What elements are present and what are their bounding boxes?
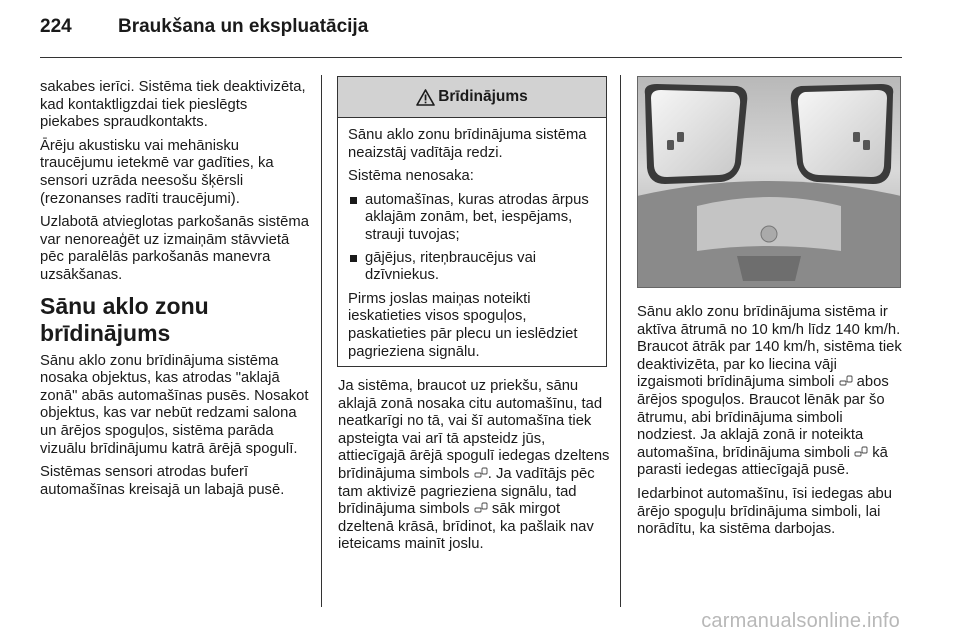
text-fragment: . Ja vadītājs pēc tam aktivizē pagrieziena signālu, tad brīdinājuma simbols [338,465,595,518]
paragraph: Ārēju akustisku vai mehānisku traucējumu ietekmē var gadīties, ka sensori uzrāda neesošu šķērsli (rezonanses radīti traucējumi). [40,137,274,207]
paragraph: sakabes ierīci. Sistēma tiek deaktivizēta, kad kontaktligzdai tiek pieslēgts piekabes spraudkontakts. [40,79,306,131]
text-fragment: abos ārējos spoguļos. Braucot lēnāk par šo ātrumu, abi brīdinājuma simboli nodziest. Ja aklajā zonā ir noteikta automašīna, brīdinājuma simboli [637,374,889,461]
warning-text: Sānu aklo zonu brīdinājuma sistēma neaizstāj vadītāja redzi. [348,127,587,161]
page-header [40,16,902,54]
text-fragment: sāk mirgot dzeltenā krāsā, brīdinot, ka pašlaik nav ieteicams mainīt joslu. [338,501,594,553]
warning-list [348,192,596,285]
text-fragment: Sānu aklo zonu brīdinājuma sistēma ir aktīva ātrumā no 10 km/h līdz 140 km/h. Braucot ātrāk par 140 km/h, sistēma tiek deaktivizēta, par ko liecina vāji izgaismoti brīdinājuma simboli [637,304,902,391]
warning-title: Brīdinājums [438,88,528,105]
warning-header [338,77,606,118]
header-divider [40,57,902,58]
chapter-title: Braukšana un ekspluatācija [118,16,369,37]
blind-spot-symbol-icon [854,446,868,458]
column-divider-1 [321,75,322,607]
blind-spot-symbol-icon [474,502,488,514]
paragraph: Uzlabotā atvieglotas parkošanās sistēma var nenoreaģēt uz izmaiņām stāvvietā pēc paralēlās parkošanās manevra uzsākšanas. [40,214,309,283]
column-divider-2 [620,75,621,607]
paragraph [338,378,610,554]
page-number: 224 [40,16,72,37]
warning-triangle-icon [416,89,435,106]
warning-text: Pirms joslas maiņas noteikti ieskatieties visos spoguļos, paskatieties pār plecu un ieslēdziet pagrieziena signālu. [348,290,578,360]
paragraph: Sistēmas sensori atrodas buferī automašīnas kreisajā un labajā pusē. [40,464,285,498]
column-3 [637,304,905,545]
text-fragment: kā parasti iedegas attiecīgajā pusē. [637,444,888,479]
paragraph: Sānu aklo zonu brīdinājuma sistēma nosaka objektus, kas atrodas "aklajā zonā" abās automašīnas pusēs. Nosakot objektus, kas var nebūt redzami salona un ārējos spoguļos, sistēma parāda vizuālu brīdinājumu katrā ārējā spogulī. [40,352,309,457]
watermark: carmanualsonline.info [701,610,900,632]
column-1 [40,79,310,505]
car-interior-drawing [637,76,901,288]
list-item: gājējus, riteņbraucējus vai dzīvniekus. [348,250,596,285]
mirror-illustration [637,76,901,288]
warning-text: Sistēma nenosaka: [348,168,474,185]
list-item: automašīnas, kuras atrodas ārpus aklajām zonām, bet, iespējams, strauji tuvojas; [348,192,596,245]
paragraph: Iedarbinot automašīnu, īsi iedegas abu ārējo spoguļu brīdinājuma simboli, lai norādītu, ka sistēma darbojas. [637,485,893,538]
paragraph [637,304,905,480]
blind-spot-symbol-icon [474,467,488,479]
column-2 [338,378,610,560]
text-fragment: Ja sistēma, braucot uz priekšu, sānu aklajā zonā nosaka citu automašīnu, tad neatkarīgi no tā, vai šī automašīna tiek apsteigta vai arī tā apsteidz jūs, attiecīgajā ārējā spogulī iedegas dzeltens brīdinājuma simbols [338,378,610,482]
section-title: Sānu aklo zonu brīdinājums [40,292,209,346]
warning-box [337,76,607,367]
warning-body [338,118,606,361]
blind-spot-symbol-icon [839,375,853,387]
